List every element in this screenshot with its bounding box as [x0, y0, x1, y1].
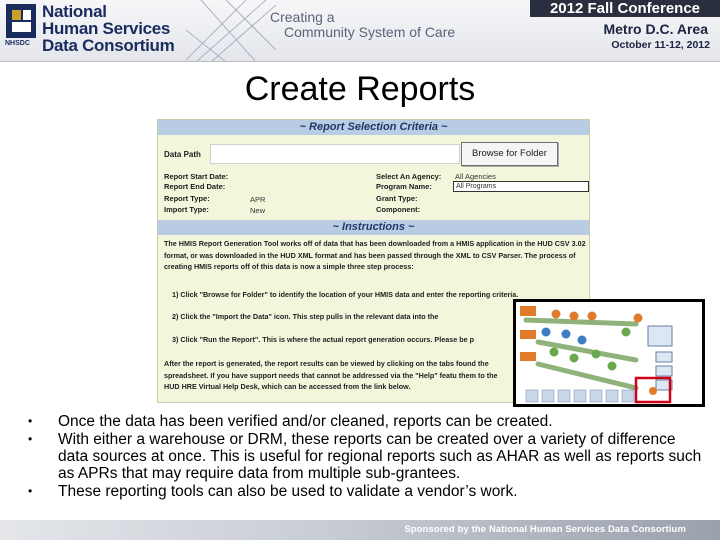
nhsdc-logo: [4, 2, 186, 56]
workflow-diagram-inset: [513, 299, 705, 407]
browse-folder-button[interactable]: Browse for Folder: [461, 142, 558, 166]
report-type-value[interactable]: APR: [250, 195, 266, 204]
data-path-label: Data Path: [164, 150, 201, 159]
tagline-line-1: Creating a: [270, 9, 335, 25]
banner-network-graphic: [186, 0, 276, 62]
tagline-line-2: Community System of Care: [284, 24, 456, 40]
instruction-step-2: 2) Click the "Import the Data" icon. This step pulls in the relevant data into the: [172, 312, 439, 321]
criteria-header: ~ Report Selection Criteria ~: [158, 120, 589, 135]
instruction-step-1: 1) Click "Browse for Folder" to identify the location of your HMIS data and enter the reporting criteria.: [172, 290, 519, 299]
instructions-intro: The HMIS Report Generation Tool works off of data that has been downloaded from a HMIS application in the HUD CSV 3.02 format, or was downloaded in the HUD XML format and has been passed through the XML to CSV Parser. The process of creating HMIS reports off of this data is now a simple three step process:: [164, 239, 586, 271]
sponsor-footer: [0, 520, 720, 540]
bullet-list: [26, 413, 706, 501]
logo-line-1: National: [42, 2, 107, 21]
grant-type-label: Grant Type:: [376, 194, 418, 203]
bullet-dot-icon: •: [28, 414, 33, 428]
bullet-text: Once the data has been verified and/or cleaned, reports can be created.: [58, 413, 553, 430]
report-end-date-label: Report End Date:: [164, 182, 226, 191]
import-type-value[interactable]: New: [250, 206, 266, 215]
agency-select[interactable]: All Agencies: [455, 172, 496, 181]
data-path-field[interactable]: [210, 144, 460, 164]
import-type-label: Import Type:: [164, 205, 209, 214]
after-report-text: After the report is generated, the report results can be viewed by clicking on the tabs found the spreadsheet. If you have support needs that cannot be addressed via the "Help" featu them to the HUD HRE Virtual Help Desk, which can be accessed from the link below.: [164, 359, 498, 391]
program-name-label: Program Name:: [376, 182, 432, 191]
nhsdc-logo-mark-icon: [4, 2, 38, 56]
logo-line-3: Data Consortium: [42, 36, 175, 55]
conference-place: Metro D.C. Area: [603, 21, 708, 37]
report-type-label: Report Type:: [164, 194, 210, 203]
banner-tagline: [270, 10, 455, 40]
conference-dates: October 11-12, 2012: [611, 39, 710, 51]
logo-abbreviation: NHSDC: [5, 40, 30, 47]
bullet-item: [26, 483, 706, 500]
logo-line-2: Human Services: [42, 19, 171, 38]
bullet-text: These reporting tools can also be used to validate a vendor’s work.: [58, 483, 518, 500]
footer-text: Sponsored by the National Human Services Data Consortium: [404, 524, 686, 535]
report-start-date-label: Report Start Date:: [164, 172, 229, 181]
program-select[interactable]: All Programs: [453, 181, 589, 192]
bullet-item: [26, 413, 706, 430]
bullet-item: [26, 431, 706, 482]
instructions-header: ~ Instructions ~: [158, 220, 589, 235]
workflow-diagram-icon: [516, 302, 702, 404]
instruction-step-3: 3) Click "Run the Report". This is where the actual report generation occurs. Please be p: [172, 335, 474, 344]
slide-title: Create Reports: [244, 70, 476, 108]
bullet-dot-icon: •: [28, 432, 33, 446]
conference-banner: [0, 0, 720, 62]
select-agency-label: Select An Agency:: [376, 172, 442, 181]
component-label: Component:: [376, 205, 421, 214]
conference-title: 2012 Fall Conference: [530, 0, 720, 17]
bullet-text: With either a warehouse or DRM, these reports can be created over a variety of difference data sources at once. This is useful for regional reports such as AHAR as well as reports such as APRs that may require data from multiple sub-grantees.: [58, 431, 702, 482]
bullet-dot-icon: •: [28, 484, 33, 498]
